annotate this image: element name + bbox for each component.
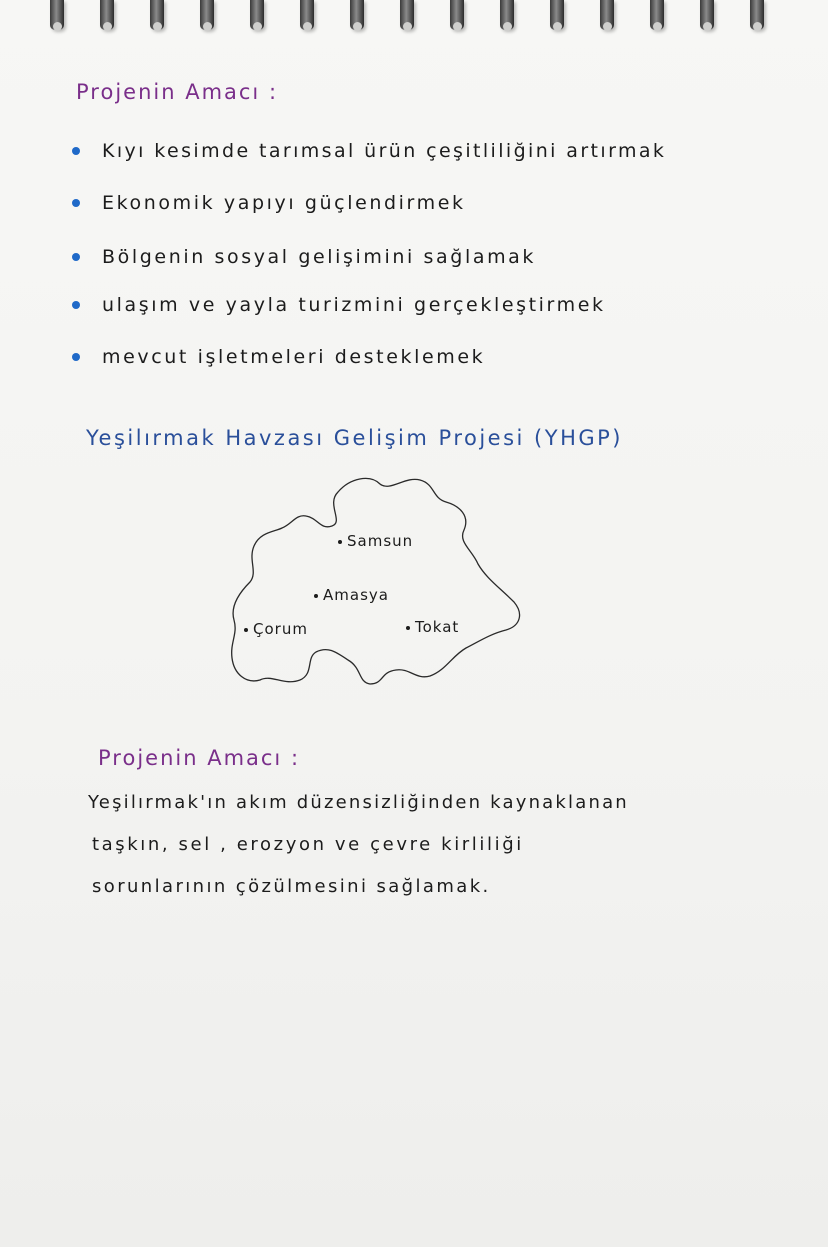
list-item: [72, 140, 666, 162]
paragraph-line: sorunlarının çözülmesini sağlamak.: [92, 876, 491, 897]
bullet-icon: [72, 253, 80, 261]
paragraph-line: Yeşilırmak'ın akım düzensizliğinden kaynaklanan: [88, 792, 629, 813]
section2-title: Yeşilırmak Havzası Gelişim Projesi (YHGP): [86, 426, 623, 450]
paragraph-line: taşkın, sel , erozyon ve çevre kirliliği: [92, 834, 524, 855]
bullet-icon: [72, 301, 80, 309]
region-map: [220, 470, 530, 700]
list-item-text: ulaşım ve yayla turizmini gerçekleştirmek: [102, 294, 606, 316]
region-outline: [220, 470, 530, 700]
bullet-icon: [72, 353, 80, 361]
bullet-icon: [72, 147, 80, 155]
list-item-text: mevcut işletmeleri desteklemek: [102, 346, 486, 368]
list-item-text: Bölgenin sosyal gelişimini sağlamak: [102, 246, 537, 268]
bullet-icon: [72, 199, 80, 207]
list-item-text: Kıyı kesimde tarımsal ürün çeşitliliğini artırmak: [102, 140, 667, 162]
section1-title: Projenin Amacı :: [76, 80, 279, 104]
city-label: Samsun: [338, 532, 413, 550]
list-item: [72, 294, 606, 316]
spiral-binding: [40, 0, 810, 34]
list-item: [72, 246, 536, 268]
city-label: Çorum: [244, 620, 308, 638]
city-label: Tokat: [406, 618, 459, 636]
list-item: [72, 192, 466, 214]
list-item-text: Ekonomik yapıyı güçlendirmek: [102, 192, 466, 214]
section3-title: Projenin Amacı :: [98, 746, 301, 770]
list-item: [72, 346, 485, 368]
city-label: Amasya: [314, 586, 389, 604]
